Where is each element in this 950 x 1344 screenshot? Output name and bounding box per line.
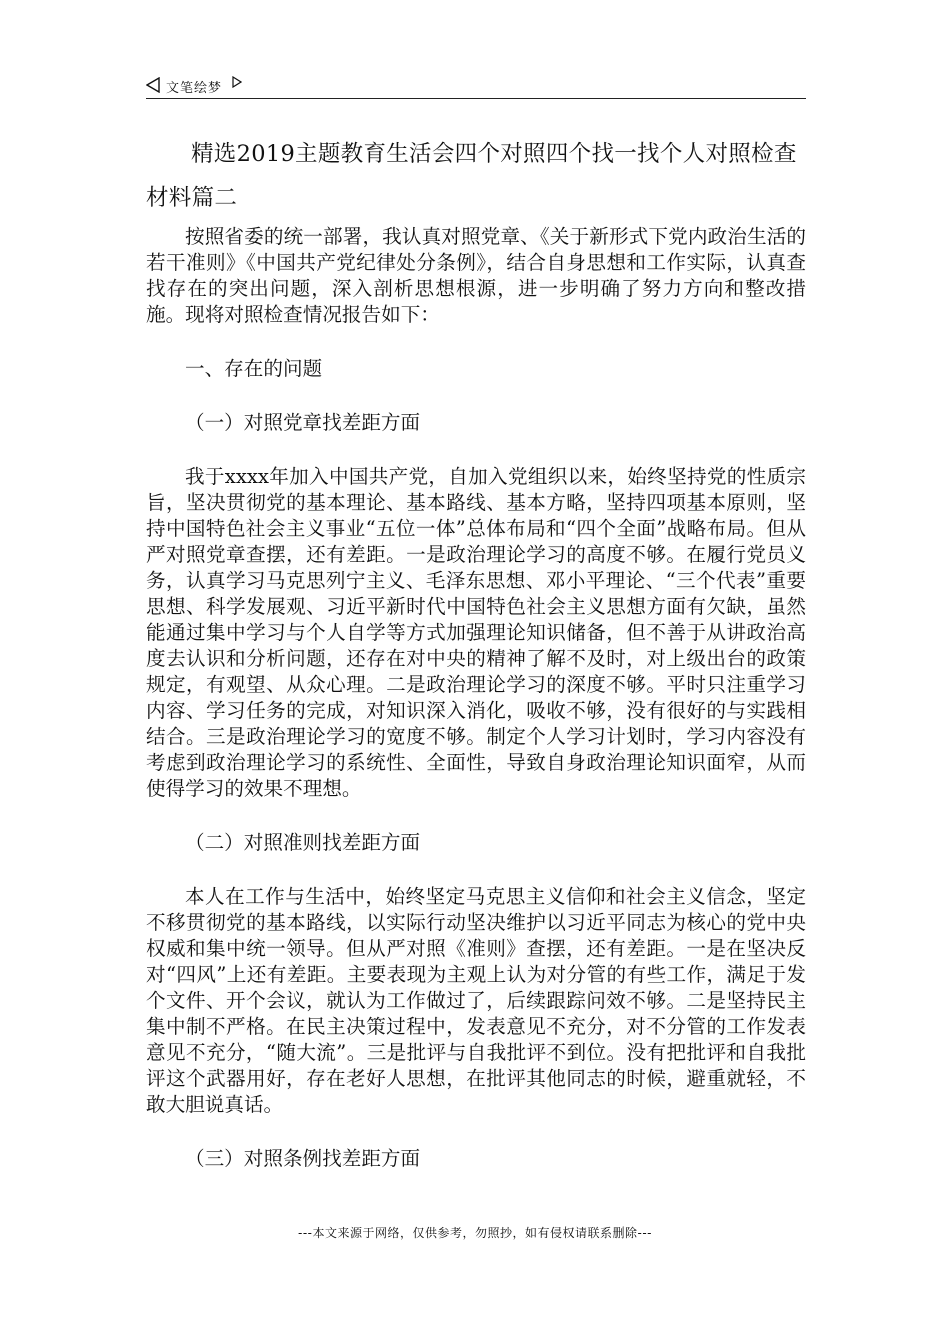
triangle-right-outline-icon (232, 76, 242, 88)
subsection-heading-party-constitution: （一）对照党章找差距方面 (185, 411, 421, 434)
paragraph-party-constitution: 我于xxxx年加入中国共产党，自加入党组织以来，始终坚持党的性质宗旨，坚决贯彻党的基本理论、基本路线、基本方略，坚持四项基本原则，坚持中国特色社会主义事业“五位一体”总体布局和“四个全面”战略布局。但从严对照党章查摆，还有差距。一是政治理论学习的高度不够。在履行党员义务，认真学习马克思列宁主义、毛泽东思想、邓小平理论、“三个代表”重要思想、科学发展观、习近平新时代中国特色社会主义思想方面有欠缺，虽然能通过集中学习与个人自学等方式加强理论知识储备，但不善于从讲政治高度去认识和分析问题，还存在对中央的精神了解不及时，对上级出台的政策规定，有观望、从众心理。二是政治理论学习的深度不够。平时只注重学习内容、学习任务的完成，对知识深入消化，吸收不够，没有很好的与实践相结合。三是政治理论学习的宽度不够。制定个人学习计划时，学习内容没有考虑到政治理论学习的系统性、全面性，导致自身政治理论知识面窄，从而使得学习的效果不理想。 (146, 465, 806, 800)
document-body (146, 224, 806, 1172)
page-header (146, 74, 806, 99)
triangle-left-outline-icon (146, 77, 160, 93)
section-heading-problems: 一、存在的问题 (185, 357, 323, 380)
subsection-heading-regulations: （三）对照条例找差距方面 (185, 1147, 421, 1170)
paragraph-guidelines: 本人在工作与生活中，始终坚定马克思主义信仰和社会主义信念，坚定不移贯彻党的基本路线，以实际行动坚决维护以习近平同志为核心的党中央权威和集中统一领导。但从严对照《准则》查摆，还有差距。一是在坚决反对“四风”上还有差距。主要表现为主观上认为对分管的有些工作，满足于发个文件、开个会议，就认为工作做过了，后续跟踪问效不够。二是坚持民主集中制不严格。在民主决策过程中，发表意见不充分，对不分管的工作发表意见不充分，“随大流”。三是批评与自我批评不到位。没有把批评和自我批评这个武器用好，存在老好人思想，在批评其他同志的时候，避重就轻，不敢大胆说真话。 (146, 885, 806, 1116)
header-brand: 文笔绘梦 (166, 81, 223, 96)
footer-disclaimer: ---本文来源于网络，仅供参考，勿照抄，如有侵权请联系删除--- (298, 1226, 652, 1240)
intro-paragraph: 按照省委的统一部署，我认真对照党章、《关于新形式下党内政治生活的若干准则》《中国共产党纪律处分条例》，结合自身思想和工作实际，认真查找存在的突出问题，深入剖析思想根源，进一步明确了努力方向和整改措施。现将对照检查情况报告如下： (146, 225, 806, 326)
subsection-heading-guidelines: （二）对照准则找差距方面 (185, 831, 421, 854)
document-title: 精选2019主题教育生活会四个对照四个找一找个人对照检查材料篇二 (146, 141, 797, 211)
